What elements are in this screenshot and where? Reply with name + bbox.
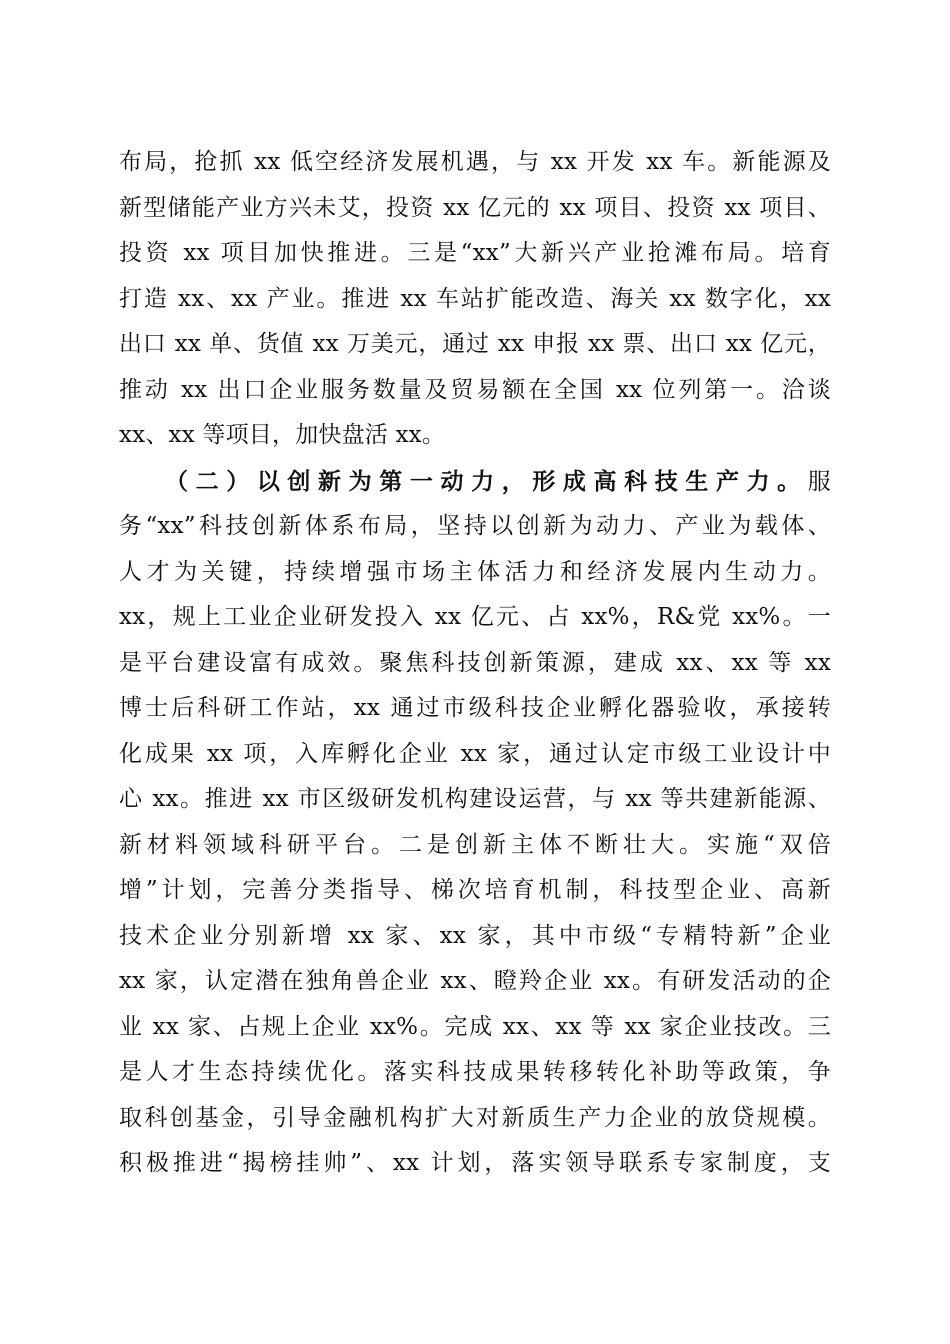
text-line: xx、xx 等项目，加快盘活 xx。 bbox=[119, 422, 446, 448]
paragraph-industry bbox=[119, 140, 831, 459]
text-line: 务“xx”科技创新体系布局，坚持以创新为动力、产业为载体、 bbox=[119, 513, 831, 539]
text-line: 布局，抢抓 xx 低空经济发展机遇，与 xx 开发 xx 车。新能源及 bbox=[119, 149, 831, 175]
text-line: 投资 xx 项目加快推进。三是“xx”大新兴产业抢滩布局。培育 bbox=[119, 240, 831, 266]
text-line: 积极推进“揭榜挂帅”、xx 计划，落实领导联系专家制度，支 bbox=[119, 1150, 831, 1176]
text-line: 取科创基金，引导金融机构扩大对新质生产力企业的放贷规模。 bbox=[119, 1104, 831, 1131]
text-line: 化成果 xx 项，入库孵化企业 xx 家，通过认定市级工业设计中 bbox=[119, 740, 831, 767]
text-line: 博士后科研工作站，xx 通过市级科技企业孵化器验收，承接转 bbox=[119, 695, 831, 721]
text-line: xx，规上工业企业研发投入 xx 亿元、占 xx%，R&党 xx%。一 bbox=[119, 604, 831, 630]
text-line: 增”计划，完善分类指导、梯次培育机制，科技型企业、高新 bbox=[119, 877, 831, 903]
text-line: 是人才生态持续优化。落实科技成果转移转化补助等政策，争 bbox=[119, 1059, 831, 1085]
section-heading: （二）以创新为第一动力，形成高科技生产力。 bbox=[165, 467, 808, 495]
section-heading-line bbox=[119, 459, 831, 505]
text-line: 打造 xx、xx 产业。推进 xx 车站扩能改造、海关 xx 数字化，xx bbox=[119, 285, 831, 312]
text-line: 人才为关键，持续增强市场主体活力和经济发展内生动力。 bbox=[119, 558, 831, 585]
text-line: 新型储能产业方兴未艾，投资 xx 亿元的 xx 项目、投资 xx 项目、 bbox=[119, 194, 831, 221]
text-line: 心 xx。推进 xx 市区级研发机构建设运营，与 xx 等共建新能源、 bbox=[119, 786, 831, 812]
text-line: 业 xx 家、占规上企业 xx%。完成 xx、xx 等 xx 家企业技改。三 bbox=[119, 1013, 831, 1040]
text-line: 出口 xx 单、货值 xx 万美元，通过 xx 申报 xx 票、出口 xx 亿元， bbox=[119, 331, 831, 357]
text-line: 技术企业分别新增 xx 家、xx 家，其中市级“专精特新”企业 bbox=[119, 922, 831, 949]
text-line: 新材料领域科研平台。二是创新主体不断壮大。实施“双倍 bbox=[119, 831, 831, 858]
heading-line-rest: 服 bbox=[807, 468, 831, 495]
text-line: 是平台建设富有成效。聚焦科技创新策源，建成 xx、xx 等 xx bbox=[119, 649, 831, 676]
text-line: 推动 xx 出口企业服务数量及贸易额在全国 xx 位列第一。洽谈 bbox=[119, 376, 831, 403]
text-line: xx 家，认定潜在独角兽企业 xx、瞪羚企业 xx。有研发活动的企 bbox=[119, 968, 831, 994]
paragraph-innovation bbox=[119, 459, 831, 1187]
body-text bbox=[119, 140, 831, 1187]
